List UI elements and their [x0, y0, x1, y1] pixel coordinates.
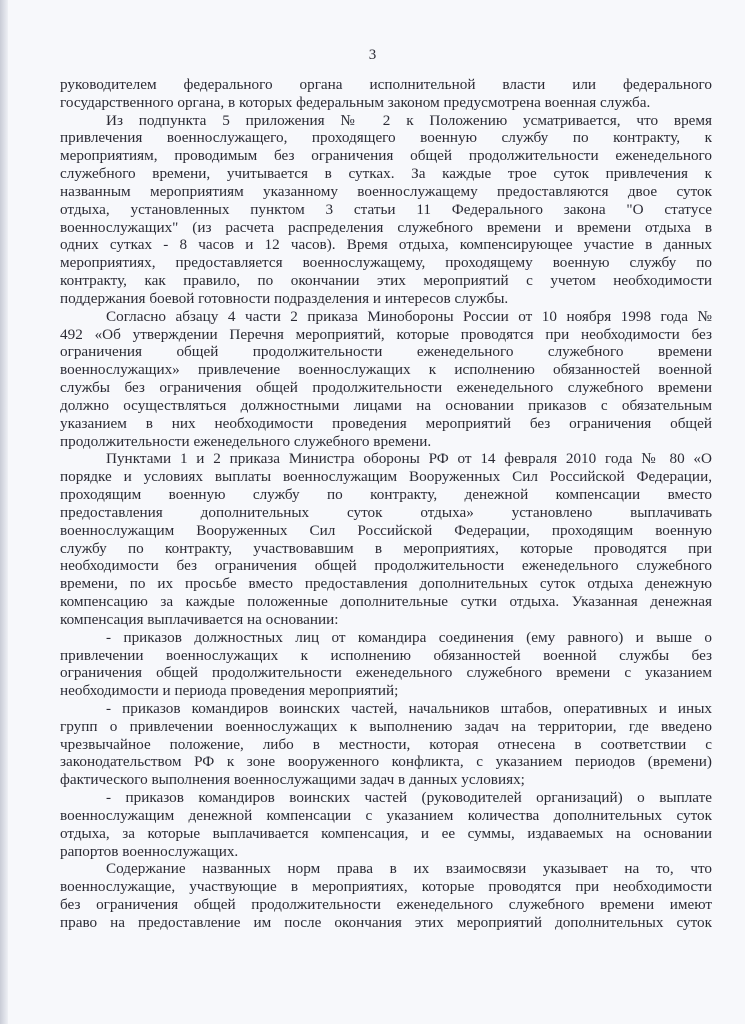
text-line: право на предоставление им после окончания этих мероприятий дополнительных суток	[60, 913, 712, 931]
text-line: без ограничения общей продолжительности еженедельного служебного времени имеют	[60, 896, 712, 914]
text-line: службу по контракту, участвовавшим в мероприятиях, которые проводятся при	[60, 539, 712, 557]
text-line: привлечении военнослужащих к исполнению обязанностей военной службы без	[60, 646, 712, 664]
text-line: предоставления дополнительных суток отдыха» установлено выплачивать	[60, 503, 712, 521]
text-line: мероприятиям, проводимым без ограничения общей продолжительности еженедельного	[60, 147, 712, 165]
text-line: контракту, как правило, по окончании этих мероприятий с учетом необходимости	[60, 272, 712, 290]
text-line: необходимости и периода проведения мероприятий;	[60, 682, 399, 700]
text-line: мероприятиях, предоставляется военнослужащему, проходящему военную службу по	[60, 254, 712, 272]
text-line: отдыха, установленных пунктом 3 статьи 11 Федерального закона "О статусе	[60, 200, 712, 218]
document-body	[60, 76, 712, 932]
text-line: Содержание названных норм права в их взаимосвязи указывает на то, что	[106, 860, 712, 878]
text-line: военнослужащие, участвующие в мероприятиях, которые проводятся при необходимости	[60, 878, 712, 896]
text-line: ограничения общей продолжительности еженедельного служебного времени с указанием	[60, 664, 712, 682]
text-line: военнослужащим Вооруженных Сил Российской Федерации, проходящим военную	[60, 521, 712, 539]
text-line: названным мероприятиям указанному военнослужащему предоставляются двое суток	[60, 182, 712, 200]
text-line: порядке и условиях выплаты военнослужащим Вооруженных Сил Российской Федерации,	[60, 468, 712, 486]
text-line: службы без ограничения общей продолжительности еженедельного служебного времени	[60, 379, 712, 397]
text-line: отдыха, за которые выплачивается компенсация, и ее суммы, издаваемых на основании	[60, 824, 712, 842]
text-line: ограничения общей продолжительности еженедельного служебного времени	[60, 343, 712, 361]
text-line: военнослужащим денежной компенсации с указанием количества дополнительных суток	[60, 806, 712, 824]
text-line: руководителем федерального органа исполнительной власти или федерального	[60, 76, 712, 93]
text-line: указанием в них необходимости проведения мероприятий без ограничения общей	[60, 414, 712, 432]
text-line: необходимости без ограничения общей продолжительности еженедельного служебного	[60, 557, 712, 575]
text-line: 492 «Об утверждении Перечня мероприятий, которые проводятся при необходимости без	[60, 325, 712, 343]
paragraph	[60, 789, 712, 860]
text-line: Из подпункта 5 приложения № 2 к Положению усматривается, что время	[106, 111, 712, 129]
text-line: групп о привлечении военнослужащих к выполнению задач на территории, где введено	[60, 717, 712, 735]
scan-edge-shadow	[0, 0, 8, 1024]
text-line: служебного времени, учитывается в сутках. За каждые трое суток привлечения к	[60, 165, 712, 183]
text-line: времени, по их просьбе вместо предоставления дополнительных суток отдыха денежную	[60, 575, 712, 593]
text-line: - приказов командиров воинских частей (руководителей организаций) о выплате	[106, 789, 712, 807]
text-line: привлечения военнослужащего, проходящего военную службу по контракту, к	[60, 129, 712, 147]
text-line: компенсация выплачивается на основании:	[60, 610, 339, 628]
paragraph	[60, 112, 712, 308]
paragraph	[60, 700, 712, 789]
text-line: военнослужащих" (из расчета распределения служебного времени и времени отдыха в	[60, 218, 712, 236]
text-line: проходящим военную службу по контракту, денежной компенсации вместо	[60, 486, 712, 504]
text-line: должно осуществляться должностными лицами на основании приказов с обязательным	[60, 396, 712, 414]
paragraph	[60, 629, 712, 700]
text-line: продолжительности еженедельного служебного времени.	[60, 432, 432, 450]
text-line: поддержания боевой готовности подразделения и интересов службы.	[60, 289, 509, 307]
text-line: чрезвычайное положение, либо в местности, которая отнесена в соответствии с	[60, 735, 712, 753]
text-line: Согласно абзацу 4 части 2 приказа Минобороны России от 10 ноября 1998 года №	[106, 307, 712, 325]
text-line: военнослужащих» привлечение военнослужащих к исполнению обязанностей военной	[60, 361, 712, 379]
text-line: - приказов командиров воинских частей, начальников штабов, оперативных и иных	[106, 699, 712, 717]
text-line: государственного органа, в которых федеральным законом предусмотрена военная служба.	[60, 93, 651, 111]
text-line: рапортов военнослужащих.	[60, 842, 239, 860]
page-number: 3	[368, 47, 377, 63]
text-line: Пунктами 1 и 2 приказа Министра обороны РФ от 14 февраля 2010 года № 80 «О	[106, 450, 712, 468]
text-line: - приказов должностных лиц от командира соединения (ему равного) и выше о	[106, 628, 712, 646]
text-line: компенсацию за каждые положенные дополнительные сутки отдыха. Указанная денежная	[60, 593, 712, 611]
paragraph	[60, 860, 712, 931]
text-line: фактического выполнения военнослужащими задач в данных условиях;	[60, 771, 525, 789]
text-line: одних сутках - 8 часов и 12 часов). Время отдыха, компенсирующее участие в данных	[60, 236, 712, 254]
paragraph	[60, 76, 712, 112]
text-line: законодательством РФ к зоне вооруженного конфликта, с указанием периодов (времени)	[60, 753, 712, 771]
paragraph	[60, 450, 712, 628]
paragraph	[60, 308, 712, 451]
